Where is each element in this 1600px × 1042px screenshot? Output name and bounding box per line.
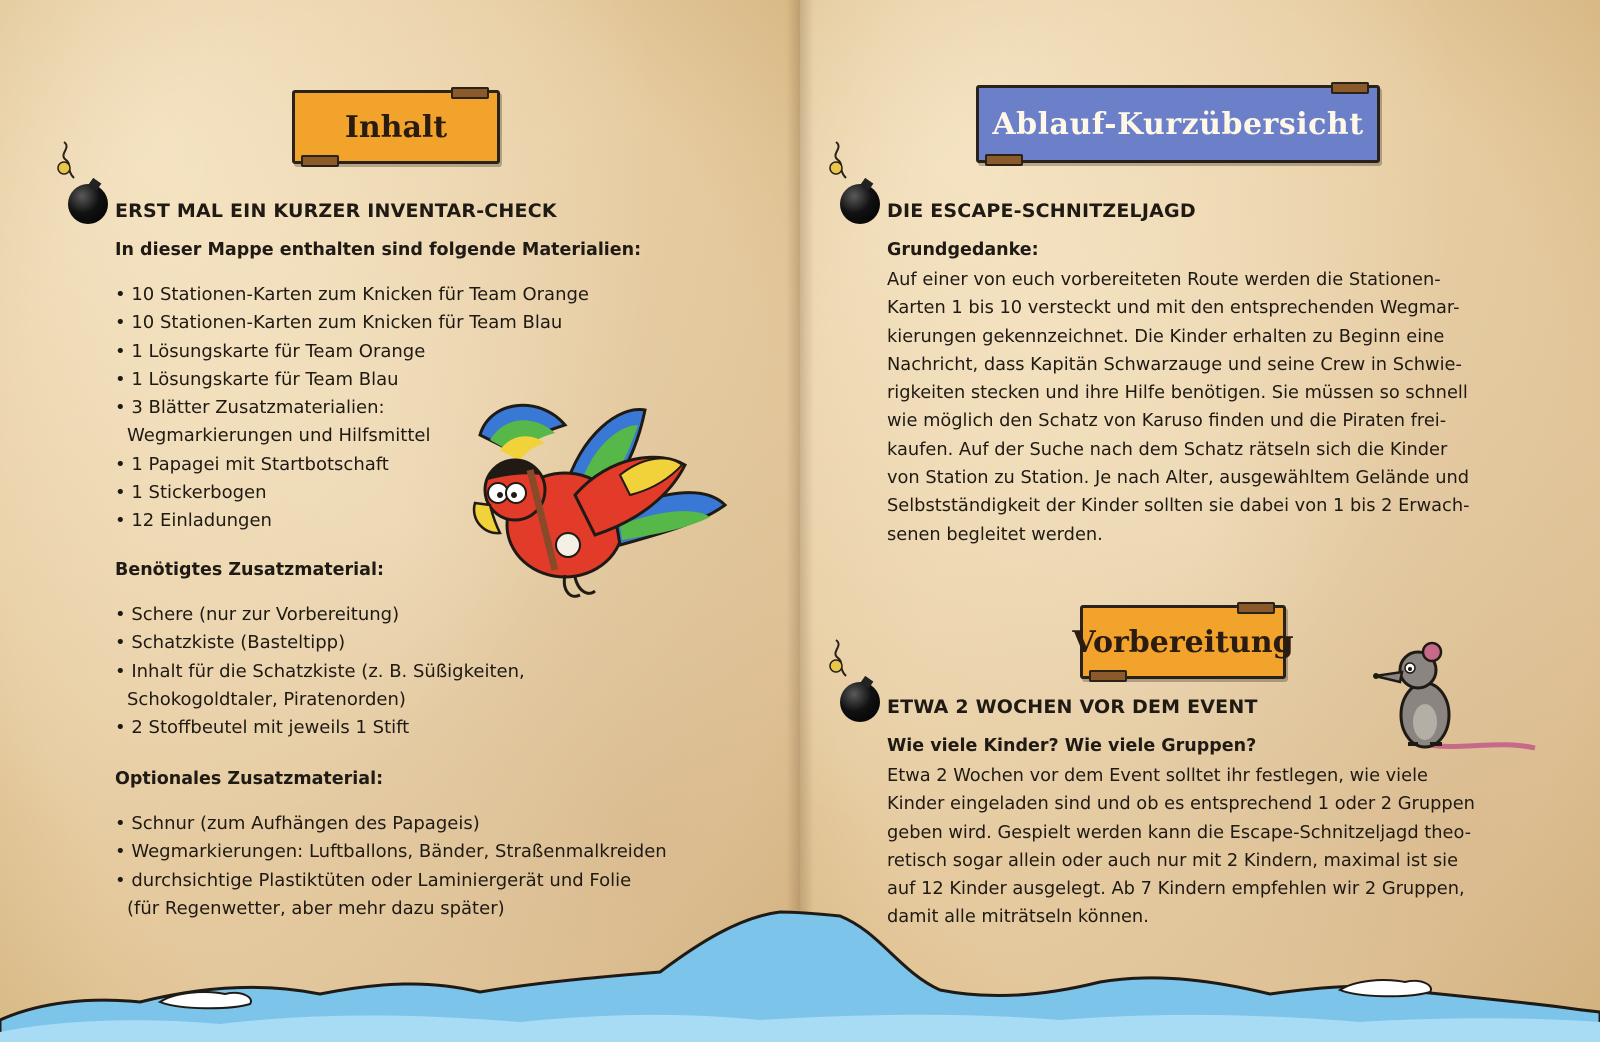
text-line: Nachricht, dass Kapitän Schwarzauge und seine Crew in Schwie-: [887, 353, 1462, 375]
list-item: • 1 Papagei mit Startbotschaft: [115, 451, 465, 479]
fuse-icon: [824, 138, 854, 188]
list-item: • Schere (nur zur Vorbereitung): [115, 601, 605, 629]
section-heading-wochen: ETWA 2 WOCHEN VOR DEM EVENT: [887, 696, 1258, 718]
right-page: [800, 0, 1600, 1042]
list-item: • 10 Stationen-Karten zum Knicken für Team Orange: [115, 281, 465, 309]
fuse-icon: [824, 636, 854, 686]
section-heading-inventar: ERST MAL EIN KURZER INVENTAR-CHECK: [115, 200, 557, 222]
list-item: • 2 Stoffbeutel mit jeweils 1 Stift: [115, 714, 605, 742]
text-line: von Station zu Station. Je nach Alter, ausgewähltem Gelände und: [887, 467, 1470, 489]
grundgedanke-title: Grundgedanke:: [887, 240, 1039, 260]
benoetigtes-title: Benötigtes Zusatzmaterial:: [115, 560, 384, 580]
list-item: • 3 Blätter Zusatzmaterialien: Wegmarkierungen und Hilfsmittel: [115, 394, 447, 451]
bomb-icon: [840, 682, 880, 722]
bomb-icon: [840, 184, 880, 224]
list-item: • Schatzkiste (Basteltipp): [115, 629, 605, 657]
text-line: damit alle miträtseln können.: [887, 906, 1149, 928]
text-line: kierungen gekennzeichnet. Die Kinder erhalten zu Beginn eine: [887, 325, 1445, 347]
text-line: retisch sogar allein oder auch nur mit 2 Kindern, maximal ist sie: [887, 849, 1459, 871]
list-item: • Schnur (zum Aufhängen des Papageis): [115, 810, 675, 838]
text-line: Auf einer von euch vorbereiteten Route werden die Stationen-: [887, 269, 1441, 290]
list-item: • 10 Stationen-Karten zum Knicken für Team Blau: [115, 309, 465, 337]
text-line: senen begleitet werden.: [887, 523, 1103, 545]
sign-inhalt: [292, 90, 500, 164]
text-line: rigkeiten stecken und ihre Hilfe benötigen. Sie müssen so schnell: [887, 382, 1468, 404]
benoetigtes-list: [115, 601, 605, 742]
fuse-icon: [52, 138, 82, 188]
text-line: kaufen. Auf der Suche nach dem Schatz rätseln sich die Kinder: [887, 438, 1448, 460]
grundgedanke-text: [887, 266, 1537, 549]
sign-ablauf: [976, 85, 1380, 163]
book-spine: [786, 0, 814, 1042]
text-line: Karten 1 bis 10 versteckt und mit den entsprechenden Wegmar-: [887, 297, 1460, 319]
text-line: Selbstständigkeit der Kinder sollten sie dabei von 1 bis 2 Erwach-: [887, 495, 1470, 517]
text-line: auf 12 Kinder ausgelegt. Ab 7 Kindern empfehlen wir 2 Gruppen,: [887, 878, 1465, 900]
text-line: Kinder eingeladen sind und ob es entsprechend 1 oder 2 Gruppen: [887, 793, 1475, 815]
list-item: • 12 Einladungen: [115, 507, 465, 535]
inventar-list: [115, 281, 589, 536]
sign-ablauf-label: Ablauf-Kurzübersicht: [992, 106, 1364, 142]
optionales-title: Optionales Zusatzmaterial:: [115, 769, 384, 789]
bomb-icon: [68, 184, 108, 224]
list-item: • 1 Lösungskarte für Team Blau: [115, 366, 465, 394]
parrot-illustration: [470, 395, 735, 610]
list-item: • durchsichtige Plastiktüten oder Laminiergerät und Folie (für Regenwetter, aber mehr dazu später): [115, 867, 657, 924]
list-item: • Inhalt für die Schatzkiste (z. B. Süßigkeiten, Schokogoldtaler, Piratenorden): [115, 658, 597, 715]
sea-waves-decoration: [0, 902, 1600, 1042]
inventar-intro: In dieser Mappe enthalten sind folgende Materialien:: [115, 240, 642, 260]
sign-inhalt-label: Inhalt: [344, 109, 448, 145]
list-item: • Wegmarkierungen: Luftballons, Bänder, Straßenmalkreiden: [115, 838, 675, 866]
text-line: wie möglich den Schatz von Karuso finden und die Piraten frei-: [887, 410, 1447, 432]
sign-vorbereitung: [1072, 605, 1294, 679]
list-item: • 1 Lösungskarte für Team Orange: [115, 338, 465, 366]
rat-illustration: [1370, 640, 1540, 755]
text-line: geben wird. Gespielt werden kann die Escape-Schnitzeljagd theo-: [887, 821, 1472, 843]
section-heading-escape: DIE ESCAPE-SCHNITZELJAGD: [887, 200, 1196, 222]
text-line: Etwa 2 Wochen vor dem Event solltet ihr festlegen, wie viele: [887, 765, 1428, 786]
list-item: • 1 Stickerbogen: [115, 479, 465, 507]
sign-vorbereitung-label: Vorbereitung: [1072, 624, 1294, 660]
kinder-gruppen-title: Wie viele Kinder? Wie viele Gruppen?: [887, 736, 1257, 756]
